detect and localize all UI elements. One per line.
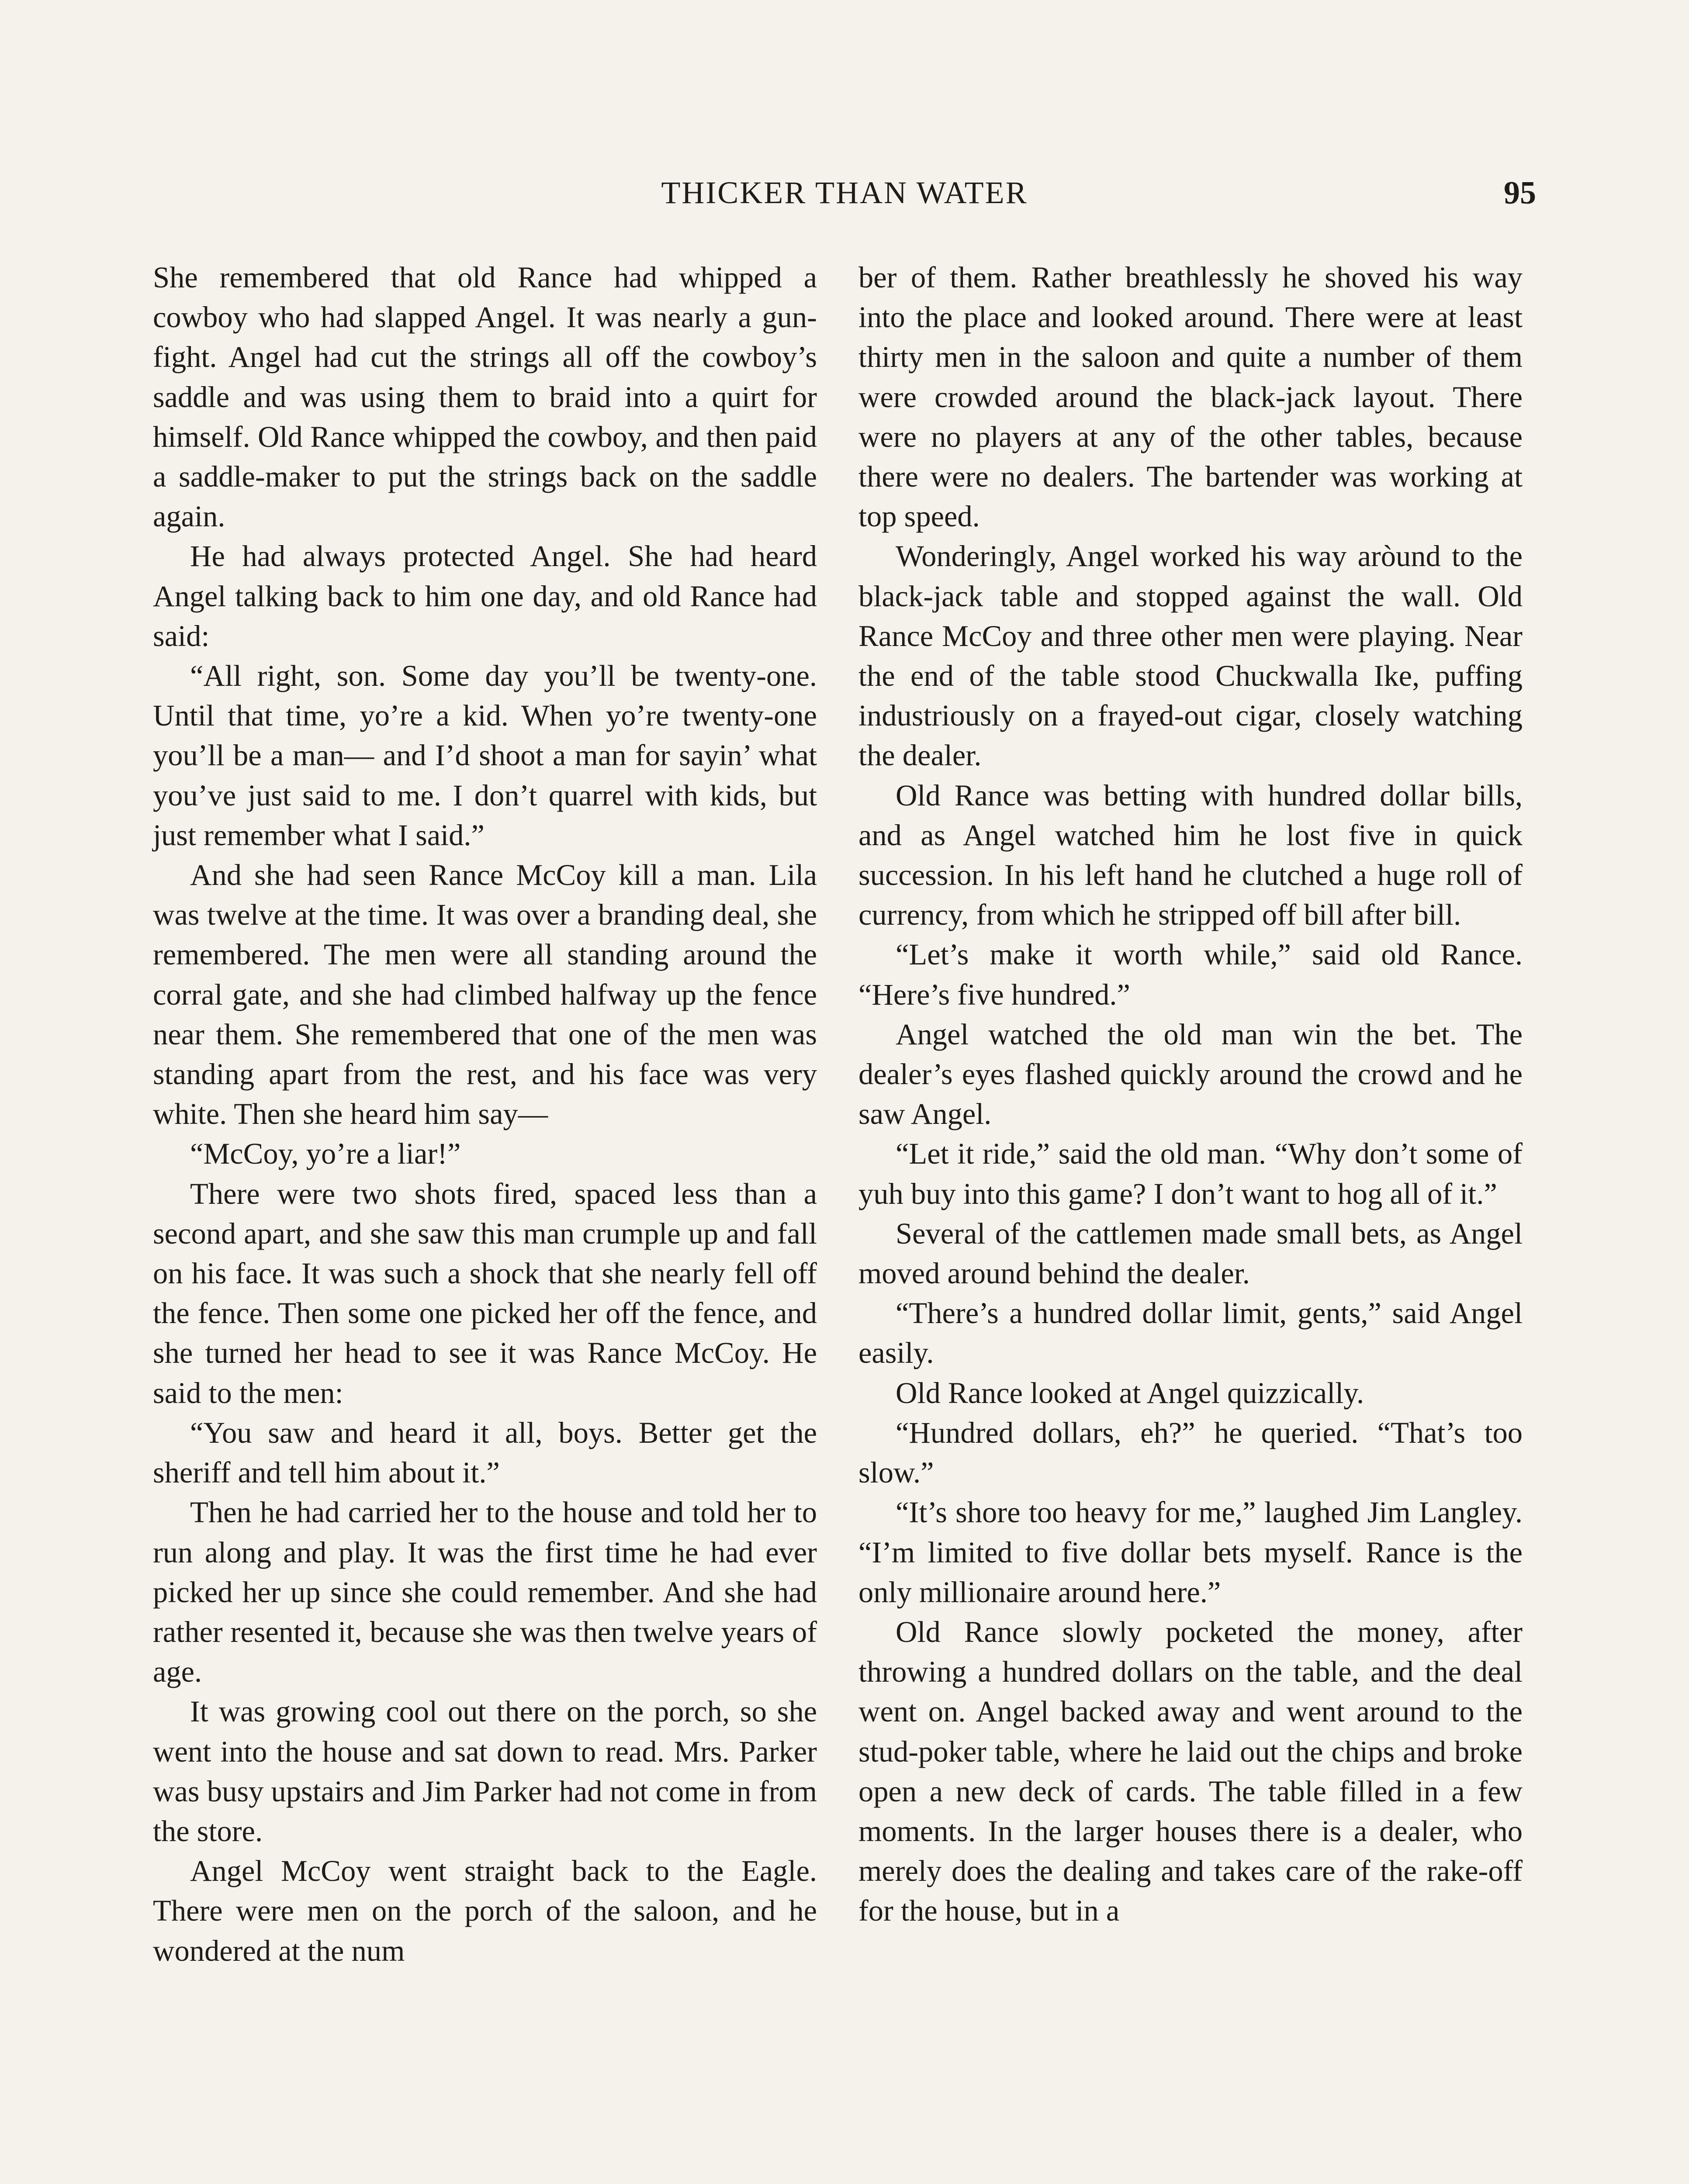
paragraph: Old Rance was betting with hundred dollar bills, and as Angel watched him he lost five in quick succession. In his left hand he clutched a huge roll of currency, from which he stripped off bill after bill. — [858, 778, 1523, 932]
paragraph: She remembered that old Rance had whipped a cowboy who had slapped Angel. It was nearly a gun-fight. Angel had cut the strings all off the cowboy’s saddle and was using them to braid into a quirt for himself. Old Rance whipped the cowboy, and then paid a saddle-maker to put the strings back on the saddle again. — [153, 261, 817, 533]
paragraph: “There’s a hundred dollar limit, gents,” said Angel easily. — [858, 1296, 1523, 1370]
paragraph: There were two shots fired, spaced less than a second apart, and she saw this man crumple up and fall on his face. It was such a shock that she nearly fell off the fence. Then some one picked her off the fence, and she turned her head to see it was Rance McCoy. He said to the men: — [153, 1177, 817, 1410]
paragraph: Angel McCoy went straight back to the Eagle. There were men on the porch of the saloon, and he wondered at the num — [153, 1854, 817, 1967]
paragraph: ber of them. Rather breathlessly he shoved his way into the place and looked around. There were at least thirty men in the saloon and quite a number of them were crowded around the black-jack layout. There were no players at any of the other tables, because there were no dealers. The bartender was working at top speed. — [858, 261, 1523, 533]
paragraph: “Let’s make it worth while,” said old Rance. “Here’s five hundred.” — [858, 938, 1523, 1011]
paragraph: “Hundred dollars, eh?” he queried. “That’s too slow.” — [858, 1416, 1523, 1489]
paragraph: It was growing cool out there on the porch, so she went into the house and sat down to read. Mrs. Parker was busy upstairs and Jim Parker had not come in from the store. — [153, 1695, 817, 1848]
paragraph: Old Rance looked at Angel quizzically. — [896, 1376, 1364, 1410]
paragraph: Wonderingly, Angel worked his way aròund to the black-jack table and stopped against the wall. Old Rance McCoy and three other men were playing. Near the end of the table stood Chuckwalla Ike, puffing industriously on a frayed-out cigar, closely watching the dealer. — [858, 539, 1523, 772]
page-header — [153, 166, 1536, 214]
paragraph: Several of the cattlemen made small bets, as Angel moved around behind the dealer. — [858, 1216, 1523, 1290]
paragraph: And she had seen Rance McCoy kill a man. Lila was twelve at the time. It was over a branding deal, she remembered. The men were all standing around the corral gate, and she had climbed halfway up the fence near them. She remembered that one of the men was standing apart from the rest, and his face was very white. Then she heard him say— — [153, 858, 817, 1131]
paragraph: “You saw and heard it all, boys. Better get the sheriff and tell him about it.” — [153, 1416, 817, 1489]
paragraph: “It’s shore too heavy for me,” laughed Jim Langley. “I’m limited to five dollar bets myself. Rance is the only millionaire around here.” — [858, 1496, 1523, 1609]
running-title: THICKER THAN WATER — [661, 175, 1028, 210]
paragraph: Old Rance slowly pocketed the money, after throwing a hundred dollars on the table, and the deal went on. Angel backed away and went around to the stud-poker table, where he laid out the chips and broke open a new deck of cards. The table filled in a few moments. In the larger houses there is a dealer, who merely does the dealing and takes care of the rake-off for the house, but in a — [858, 1615, 1523, 1928]
paragraph: Angel watched the old man win the bet. The dealer’s eyes flashed quickly around the crowd and he saw Angel. — [858, 1017, 1523, 1131]
paragraph: “All right, son. Some day you’ll be twenty-one. Until that time, yo’re a kid. When yo’re twenty-one you’ll be a man— and I’d shoot a man for sayin’ what you’ve just said to me. I don’t quarrel with kids, but just remember what I said.” — [153, 659, 817, 852]
right-column — [858, 258, 1523, 1931]
paragraph: “Let it ride,” said the old man. “Why don’t some of yuh buy into this game? I don’t want to hog all of it.” — [858, 1137, 1523, 1210]
paragraph: “McCoy, yo’re a liar!” — [190, 1137, 461, 1171]
page-number: 95 — [1504, 175, 1536, 211]
paragraph: Then he had carried her to the house and told her to run along and play. It was the first time he had ever picked her up since she could remember. And she had rather resented it, because she was then twelve years of age. — [153, 1496, 817, 1689]
left-column — [153, 258, 817, 1971]
paragraph: He had always protected Angel. She had heard Angel talking back to him one day, and old Rance had said: — [153, 539, 817, 653]
